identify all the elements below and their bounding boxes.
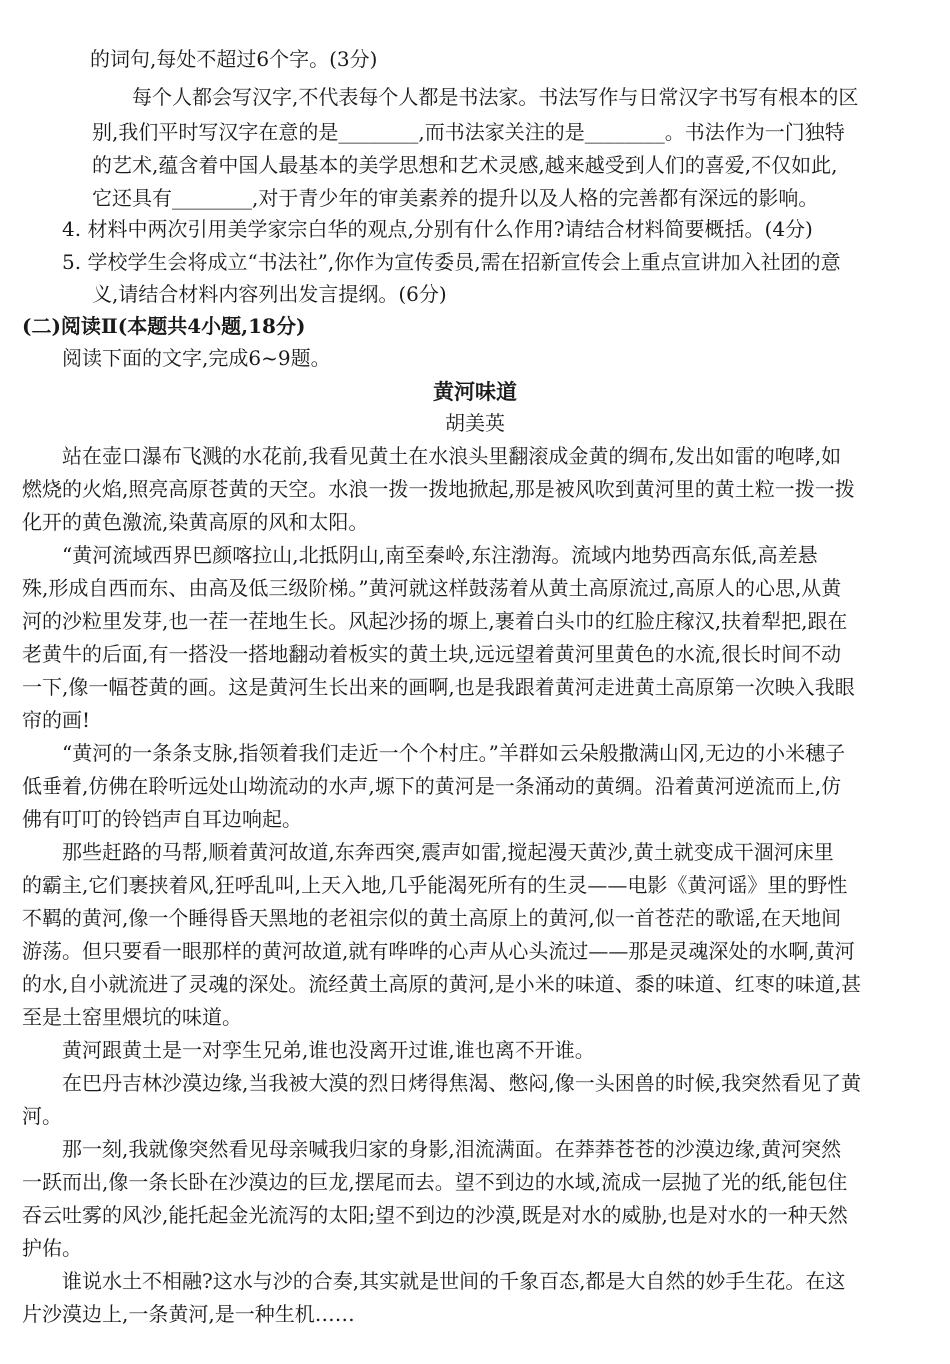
article-line: 吞云吐雾的风沙,能托起金光流泻的太阳;望不到边的沙漠,既是对水的威胁,也是对水的一种天然 <box>22 1203 848 1227</box>
article-line: 河的沙粒里发芽,也一茬一茬地生长。风起沙扬的塬上,裹着白头巾的红脸庄稼汉,扶着犁把,跟在 <box>22 609 848 633</box>
truncated-question-line: 的词句,每处不超过6个字。(3分) <box>90 47 378 71</box>
article-line: 站在壶口瀑布飞溅的水花前,我看见黄土在水浪头里翻滚成金黄的绸布,发出如雷的咆哮,如 <box>62 444 842 468</box>
article-line: 一下,像一幅苍黄的画。这是黄河生长出来的画啊,也是我跟着黄河走进黄土高原第一次映入我眼 <box>22 675 855 699</box>
question-5-line-1: 5. 学校学生会将成立“书法社”,你作为宣传委员,需在招新宣传会上重点宣讲加入社团的意 <box>62 250 841 274</box>
article-line: 黄河跟黄土是一对孪生兄弟,谁也没离开过谁,谁也离不开谁。 <box>62 1038 595 1062</box>
article-line: 一跃而出,像一条长卧在沙漠边的巨龙,摆尾而去。望不到边的水域,流成一层抛了光的纸,能包住 <box>22 1170 848 1194</box>
article-line-truncated: 片沙漠边上,一条黄河,是一种生机…… <box>22 1302 355 1326</box>
fill-blank-line-1: 每个人都会写汉字,不代表每个人都是书法家。书法写作与日常汉字书写有根本的区 <box>132 85 859 109</box>
article-line: 谁说水土不相融?这水与沙的合奏,其实就是世间的千象百态,都是大自然的妙手生花。在这 <box>62 1269 846 1293</box>
fill-blank-line-4: 它还具有________,对于青少年的审美素养的提升以及人格的完善都有深远的影响。 <box>92 186 819 210</box>
article-line: 护佑。 <box>22 1236 82 1260</box>
article-line: “黄河流域西界巴颜喀拉山,北抵阴山,南至秦岭,东注渤海。流域内地势西高东低,高差悬 <box>62 543 818 567</box>
article-author: 胡美英 <box>445 411 505 435</box>
article-line: 不羁的黄河,像一个睡得昏天黑地的老祖宗似的黄土高原上的黄河,似一首苍茫的歌谣,在天地间 <box>22 906 842 930</box>
article-line: 低垂着,仿佛在聆听远处山坳流动的水声,塬下的黄河是一条涌动的黄绸。沿着黄河逆流而上,仿 <box>22 774 842 798</box>
section-instruction: 阅读下面的文字,完成6~9题。 <box>62 346 331 370</box>
article-line: 佛有叮叮的铃铛声自耳边响起。 <box>22 807 302 831</box>
question-4: 4. 材料中两次引用美学家宗白华的观点,分别有什么作用?请结合材料简要概括。(4分) <box>62 217 813 241</box>
article-line: 那一刻,我就像突然看见母亲喊我归家的身影,泪流满面。在莽莽苍苍的沙漠边缘,黄河突然 <box>62 1137 842 1161</box>
article-line: 燃烧的火焰,照亮高原苍黄的天空。水浪一拨一拨地掀起,那是被风吹到黄河里的黄土粒一拨一拨 <box>22 477 855 501</box>
article-line: 游荡。但只要看一眼那样的黄河故道,就有哗哗的心声从心头流过——那是灵魂深处的水啊,黄河 <box>22 939 855 963</box>
article-line: 在巴丹吉林沙漠边缘,当我被大漠的烈日烤得焦渴、憋闷,像一头困兽的时候,我突然看见了黄 <box>62 1071 862 1095</box>
article-line: “黄河的一条条支脉,指领着我们走近一个个村庄。”羊群如云朵般撒满山冈,无边的小米穗子 <box>62 741 846 765</box>
article-line: 的霸主,它们裹挟着风,狂呼乱叫,上天入地,几乎能渴死所有的生灵——电影《黄河谣》里的野性 <box>22 873 848 897</box>
fill-blank-line-3: 的艺术,蕴含着中国人最基本的美学思想和艺术灵感,越来越受到人们的喜爱,不仅如此, <box>92 153 838 177</box>
article-line: 老黄牛的后面,有一搭没一搭地翻动着板实的黄土块,远远望着黄河里黄色的水流,很长时间不动 <box>22 642 842 666</box>
fill-blank-line-2: 别,我们平时写汉字在意的是________,而书法家关注的是________。书法作为一门独特 <box>92 120 845 144</box>
section-heading: (二)阅读Ⅱ(本题共4小题,18分) <box>22 314 306 338</box>
article-line: 河。 <box>22 1104 62 1128</box>
article-line: 的水,自小就流进了灵魂的深处。流经黄土高原的黄河,是小米的味道、黍的味道、红枣的味道,甚 <box>22 972 862 996</box>
article-line: 殊,形成自西而东、由高及低三级阶梯。”黄河就这样鼓荡着从黄土高原流过,高原人的心思,从黄 <box>22 576 842 600</box>
article-line: 那些赶路的马帮,顺着黄河故道,东奔西突,震声如雷,搅起漫天黄沙,黄土就变成干涸河床里 <box>62 840 834 864</box>
article-line: 至是土窑里煨坑的味道。 <box>22 1005 242 1029</box>
article-line: 化开的黄色激流,染黄高原的风和太阳。 <box>22 510 369 534</box>
question-5-line-2: 义,请结合材料内容列出发言提纲。(6分) <box>92 282 447 306</box>
article-line: 帘的画! <box>22 708 91 732</box>
article-title: 黄河味道 <box>433 379 517 404</box>
